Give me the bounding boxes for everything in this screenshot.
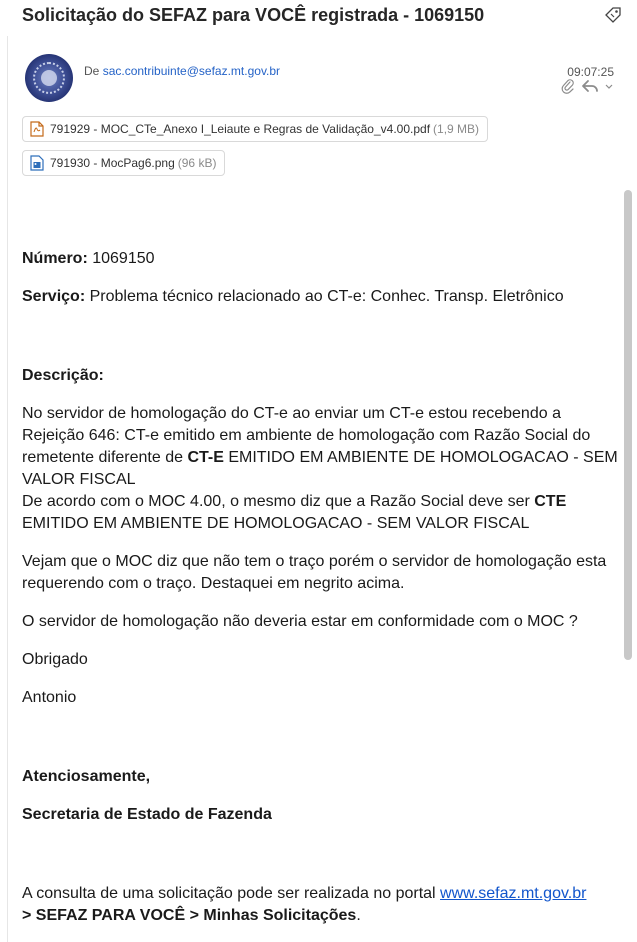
description-paragraph: Obrigado — [22, 651, 88, 668]
reading-pane-border — [7, 36, 8, 942]
tag-icon[interactable] — [603, 5, 623, 25]
description-paragraph: No servidor de homologação do CT-e ao enviar um CT-e estou recebendo a Rejeição 646: CT-e emitido em ambiente de homologação com Razão Social do remetente diferente de CT-E EMITIDO EM AMBIENTE DE HOMOLOGACAO - SEM VALOR FISCAL — [22, 405, 618, 488]
message-header — [0, 0, 637, 34]
servico-label: Serviço: — [22, 288, 86, 305]
attachment-size: (96 kB) — [177, 156, 217, 170]
signature-name: Antonio — [22, 689, 77, 706]
sender-row — [0, 48, 637, 108]
portal-link[interactable]: www.sefaz.mt.gov.br — [440, 885, 587, 902]
sender-avatar[interactable] — [25, 54, 73, 102]
scrollbar-thumb[interactable] — [624, 190, 632, 660]
attachment-png[interactable] — [22, 150, 225, 176]
from-line — [84, 64, 280, 78]
email-body — [22, 248, 622, 927]
reply-icon[interactable] — [581, 78, 599, 99]
received-time: 09:07:25 — [567, 65, 614, 79]
servico-line — [22, 286, 622, 308]
from-label: De — [84, 64, 100, 78]
email-subject: Solicitação do SEFAZ para VOCÊ registrada - 1069150 — [22, 5, 485, 25]
organization-name: Secretaria de Estado de Fazenda — [22, 806, 272, 823]
numero-value: 1069150 — [87, 250, 155, 267]
attachment-name: 791929 - MOC_CTe_Anexo I_Leiaute e Regras de Validação_v4.00.pdf — [50, 122, 431, 136]
attachment-size: (1,9 MB) — [433, 122, 480, 136]
paperclip-icon — [561, 78, 575, 99]
attachment-pdf[interactable] — [22, 116, 488, 142]
description-paragraph: De acordo com o MOC 4.00, o mesmo diz que a Razão Social deve ser CTE EMITIDO EM AMBIENTE DE HOMOLOGACAO - SEM VALOR FISCAL — [22, 493, 567, 532]
portal-path: > SEFAZ PARA VOCÊ > Minhas Solicitações — [22, 907, 357, 924]
pdf-file-icon — [30, 121, 44, 137]
footer-text: A consulta de uma solicitação pode ser realizada no portal www.sefaz.mt.gov.br > SEFAZ PARA VOCÊ > Minhas Solicitações. — [22, 885, 587, 924]
image-file-icon — [30, 155, 44, 171]
message-actions — [561, 80, 613, 96]
numero-line — [22, 248, 622, 270]
servico-value: Problema técnico relacionado ao CT-e: Conhec. Transp. Eletrônico — [85, 288, 564, 305]
sender-email-link[interactable]: sac.contribuinte@sefaz.mt.gov.br — [102, 64, 281, 78]
attachment-name: 791930 - MocPag6.png — [50, 156, 175, 170]
description-paragraph: O servidor de homologação não deveria estar em conformidade com o MOC ? — [22, 613, 578, 630]
numero-label: Número: — [22, 250, 88, 267]
description-paragraph: Vejam que o MOC diz que não tem o traço porém o servidor de homologação esta requerendo com o traço. Destaquei em negrito acima. — [22, 553, 607, 592]
chevron-down-icon[interactable] — [605, 78, 613, 99]
descricao-heading: Descrição: — [22, 367, 104, 384]
closing-text: Atenciosamente, — [22, 768, 151, 785]
